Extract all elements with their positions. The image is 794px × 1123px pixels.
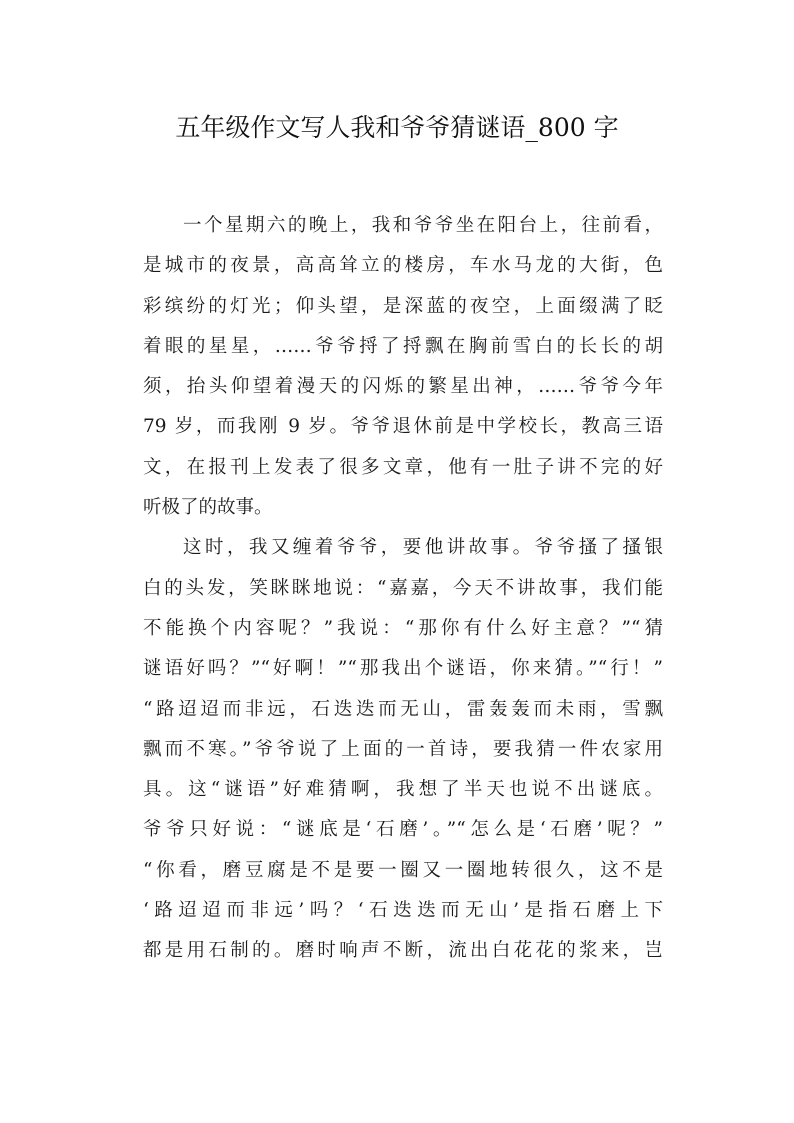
text-line: 这时，我又缠着爷爷，要他讲故事。爷爷搔了搔银 [183,537,663,559]
text-line: 一个星期六的晚上，我和爷爷坐在阳台上，往前看， [183,215,663,236]
text-line: 飘而不寒。”爷爷说了上面的一首诗，要我猜一件农家用 [143,738,663,760]
text-line: ‘路迢迢而非远’吗？‘石迭迭而无山’是指石磨上下 [143,900,663,922]
text-line: 都是用石制的。磨时响声不断，流出白花花的浆来，岂 [143,940,663,962]
text-line: “你看，磨豆腐是不是要一圈又一圈地转很久，这不是 [143,859,663,881]
paragraph-2 [143,528,663,971]
text-line: 谜语好吗？”“好啊！”“那我出个谜语，你来猜。”“行！” [143,658,663,680]
text-line: 是城市的夜景，高高耸立的楼房，车水马龙的大街，色 [143,255,663,277]
document-title: 五年级作文写人我和爷爷猜谜语_800 字 [175,113,619,142]
text-line: 着眼的星星，……爷爷捋了捋飘在胸前雪白的长长的胡 [143,335,663,357]
text-line: 不能换个内容呢？”我说：“那你有什么好主意？”“猜 [143,617,663,639]
text-line: 须，抬头仰望着漫天的闪烁的繁星出神，……爷爷今年 [143,376,663,398]
text-line: 文，在报刊上发表了很多文章，他有一肚子讲不完的好 [143,456,663,478]
text-line: “路迢迢而非远，石迭迭而无山，雷轰轰而未雨，雪飘 [143,698,663,720]
text-line: 具。这“谜语”好难猜啊，我想了半天也说不出谜底。 [143,779,663,801]
text-line: 爷爷只好说：“谜底是‘石磨’。”“怎么是‘石磨’呢？” [143,819,663,841]
text-line: 白的头发，笑眯眯地说：“嘉嘉，今天不讲故事，我们能 [143,577,663,599]
text-line: 听极了的故事。 [143,497,273,519]
text-line: 79 岁，而我刚 9 岁。爷爷退休前是中学校长，教高三语 [143,416,663,438]
text-line: 彩缤纷的灯光；仰头望，是深蓝的夜空，上面缀满了眨 [143,295,663,317]
document-body [143,206,663,972]
paragraph-1 [143,206,663,528]
